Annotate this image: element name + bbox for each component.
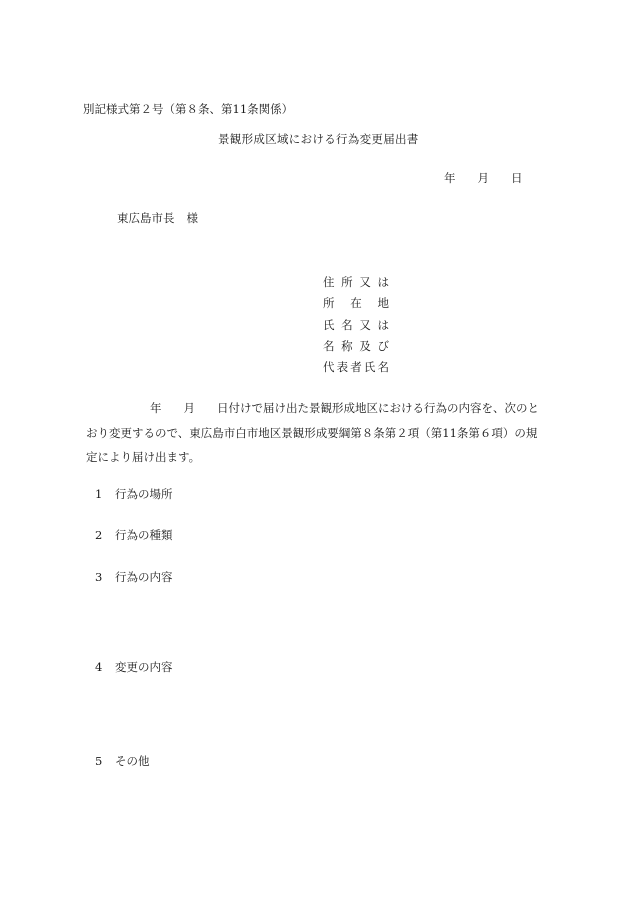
item-number: 2 bbox=[95, 528, 103, 542]
document-title: 景観形成区域における行為変更届出書 bbox=[218, 132, 419, 146]
item-change-content bbox=[95, 662, 173, 674]
item-number: 4 bbox=[95, 660, 103, 674]
addressee-name: 東広島市長 bbox=[117, 211, 175, 225]
body-line-1-text: 日付けで届け出た景観形成地区における行為の内容を、次のと bbox=[217, 401, 539, 415]
item-content bbox=[95, 572, 173, 584]
applicant-name-label-1: 氏名又は bbox=[323, 318, 389, 332]
applicant-name-label-3: 代表者氏名 bbox=[323, 360, 389, 374]
item-number: 1 bbox=[95, 487, 103, 501]
body-month-label: 月 bbox=[183, 401, 195, 415]
form-number: 別記様式第２号（第８条、第11条関係） bbox=[83, 102, 294, 116]
date-year-label: 年 bbox=[444, 171, 456, 185]
date-line bbox=[444, 173, 523, 185]
item-label: 行為の内容 bbox=[115, 570, 173, 584]
applicant-address-label-1: 住所又は bbox=[323, 275, 389, 289]
addressee bbox=[117, 213, 198, 225]
item-label: 行為の場所 bbox=[115, 487, 173, 501]
date-day-label: 日 bbox=[511, 171, 523, 185]
date-month-label: 月 bbox=[477, 171, 489, 185]
item-type bbox=[95, 530, 173, 542]
body-line-1 bbox=[150, 403, 539, 415]
body-line-3: 定により届け出ます。 bbox=[86, 450, 201, 464]
item-other bbox=[95, 756, 150, 768]
applicant-address-label-2: 所在地 bbox=[323, 296, 389, 310]
item-label: 行為の種類 bbox=[115, 528, 173, 542]
item-location bbox=[95, 489, 173, 501]
item-label: その他 bbox=[115, 754, 150, 768]
item-label: 変更の内容 bbox=[115, 660, 173, 674]
body-year-label: 年 bbox=[150, 401, 162, 415]
item-number: 3 bbox=[95, 570, 103, 584]
body-line-2: おり変更するので、東広島市白市地区景観形成要綱第８条第２項（第11条第６項）の規 bbox=[86, 426, 538, 440]
applicant-name-label-2: 名称及び bbox=[323, 339, 389, 353]
item-number: 5 bbox=[95, 754, 103, 768]
addressee-honorific: 様 bbox=[186, 211, 198, 225]
